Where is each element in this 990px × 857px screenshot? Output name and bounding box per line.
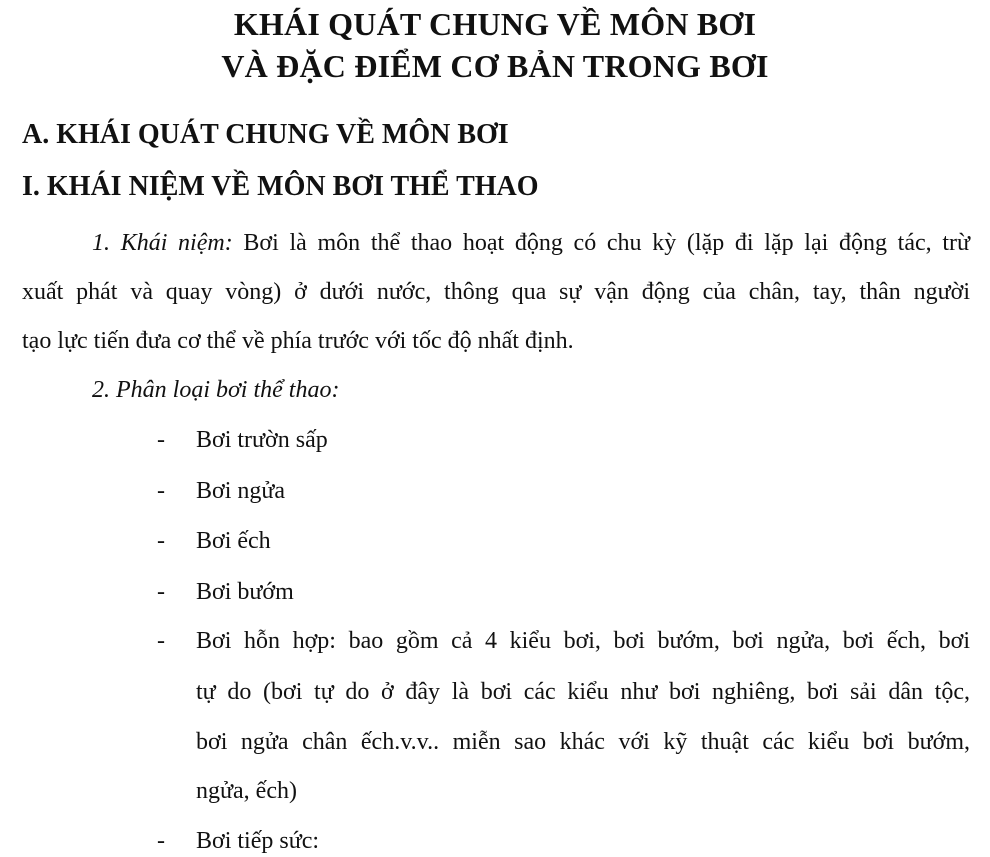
list-bullet: - (157, 478, 165, 504)
paragraph-1-label: 1. Khái niệm: (92, 230, 233, 256)
list-bullet: - (157, 579, 165, 605)
list-item-mixed-line-1: Bơi hỗn hợp: bao gồm cả 4 kiểu bơi, bơi bướm, bơi ngửa, bơi ếch, bơi (196, 628, 970, 654)
list-item-mixed-line-2: tự do (bơi tự do ở đây là bơi các kiểu như bơi nghiêng, bơi sải dân tộc, (196, 679, 970, 705)
list-item-mixed-line-3: bơi ngửa chân ếch.v.v.. miễn sao khác với kỹ thuật các kiểu bơi bướm, (196, 729, 970, 755)
paragraph-1-line-3: tạo lực tiến đưa cơ thể về phía trước với tốc độ nhất định. (22, 328, 574, 354)
list-item: Bơi trườn sấp (196, 427, 328, 453)
list-item: Bơi bướm (196, 579, 294, 605)
section-heading-a: A. KHÁI QUÁT CHUNG VỀ MÔN BƠI (22, 119, 509, 150)
list-item: Bơi ngửa (196, 478, 286, 504)
paragraph-1-text: Bơi là môn thể thao hoạt động có chu kỳ (lặp đi lặp lại động tác, trừ (232, 230, 970, 256)
list-item: Bơi ếch (196, 528, 271, 554)
document-title-line-1: KHÁI QUÁT CHUNG VỀ MÔN BƠI (233, 6, 757, 42)
document-title-line-2: VÀ ĐẶC ĐIỂM CƠ BẢN TRONG BƠI (221, 48, 769, 84)
paragraph-1-line-1 (92, 227, 970, 259)
list-item-mixed-line-4: ngửa, ếch) (196, 778, 297, 804)
list-bullet: - (157, 828, 165, 854)
list-item-relay: Bơi tiếp sức: (196, 828, 320, 854)
paragraph-1-line-2: xuất phát và quay vòng) ở dưới nước, thông qua sự vận động của chân, tay, thân người (22, 279, 970, 305)
list-bullet: - (157, 528, 165, 554)
list-bullet: - (157, 628, 165, 654)
paragraph-2-label: 2. Phân loại bơi thể thao: (92, 377, 340, 403)
section-heading-i: I. KHÁI NIỆM VỀ MÔN BƠI THỂ THAO (22, 171, 539, 202)
list-bullet: - (157, 427, 165, 453)
